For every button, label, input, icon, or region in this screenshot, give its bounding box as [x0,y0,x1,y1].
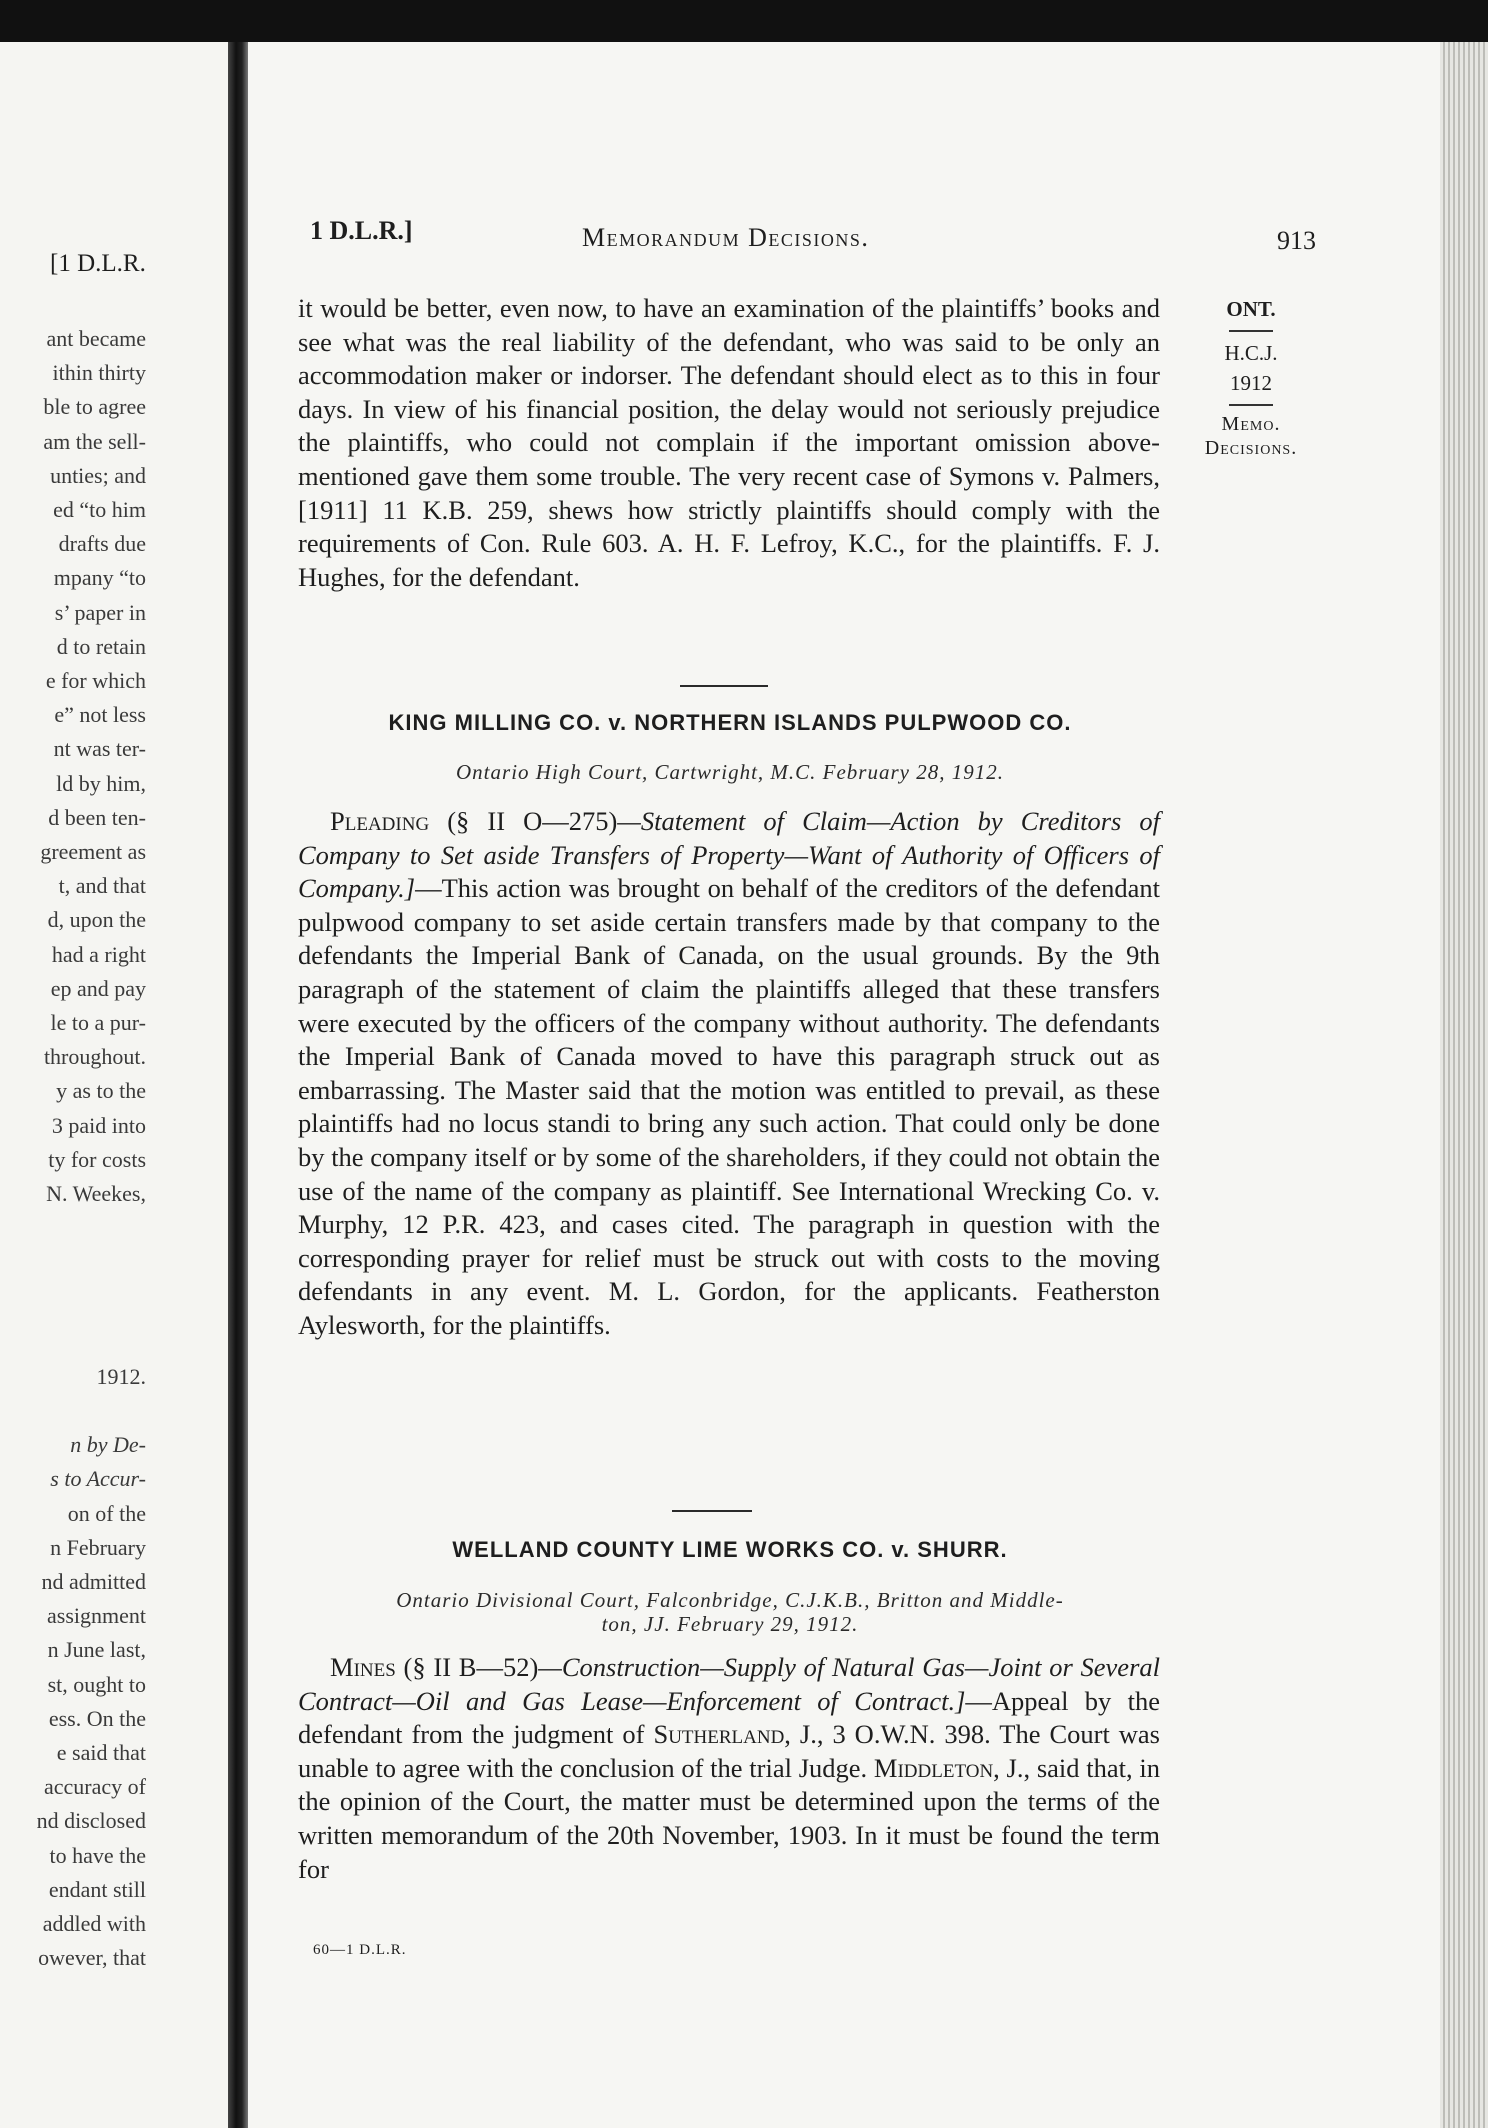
left-page-line: drafts due [58,531,146,557]
case-title: KING MILLING CO. v. NORTHERN ISLANDS PULPWOOD CO. [388,710,1072,735]
section-ref: (§ II B—52) [403,1652,539,1682]
court-line [300,1588,1160,1636]
catchwords: —Statement of Claim—Action by Creditors of Company to Set aside Transfers of Property—Want of Authority of Officers of Company.] [298,806,1160,904]
left-page-line: on of the [67,1500,146,1526]
left-page-line: ld by him, [56,770,146,796]
left-page-line: e for which [45,668,146,694]
left-page-line: N. Weekes, [46,1181,146,1207]
left-page-line: am the sell- [43,428,146,454]
running-head-title: Memorandum Decisions. [582,223,870,252]
left-page-line: st, ought to [47,1671,146,1697]
section-ref: (§ II O—275) [447,806,618,836]
left-page-line: unties; and [50,462,146,488]
left-page-line: nd admitted [41,1569,146,1595]
left-page-line: ble to agree [43,394,146,420]
margin-decisions: Decisions. [1204,437,1298,459]
book-gutter [228,42,248,2128]
left-page-line: n June last, [47,1637,146,1663]
left-page-line: le to a pur- [50,1010,146,1036]
left-page-line: ithin thirty [52,360,146,386]
case-text: —Appeal by the defendant from the judgment of [298,1685,1160,1750]
page-edges [1440,42,1488,2128]
left-page-line: ess. On the [48,1705,146,1731]
left-page-line: s to Accur- [50,1466,146,1492]
margin-rule [1229,330,1273,332]
left-page-line: d, upon the [47,907,146,933]
left-running-head: [1 D.L.R. [50,250,146,277]
left-page [0,42,228,2128]
left-page-line: ep and pay [50,975,146,1001]
running-head-volume: 1 D.L.R.] [310,216,413,245]
left-date: 1912. [96,1364,146,1389]
left-page-line: y as to the [56,1078,146,1104]
left-page-line: nd disclosed [36,1808,146,1834]
left-page-line: addled with [42,1911,146,1937]
left-page-line: n by De- [70,1432,146,1458]
head-word: Pleading [330,806,430,836]
left-page-line: n February [50,1534,146,1560]
catchwords: —Construction—Supply of Natural Gas—Joint or Several Contract—Oil and Gas Lease—Enforcement of Contract.] [298,1652,1160,1716]
left-page-line: mpany “to [53,565,146,591]
left-page-line: endant still [48,1876,146,1902]
case-text: , J., said that, in the opinion of the Court, the matter must be determined upon the terms of the written memorandum of the 20th November, 1903. In it must be found the term for [298,1752,1160,1884]
margin-court: H.C.J. [1224,341,1278,365]
left-page-line: d to retain [56,633,146,659]
left-page-line: ty for costs [48,1146,146,1172]
left-page-line: nt was ter- [53,736,146,762]
page-number: 913 [1277,226,1316,255]
left-page-line: t, and that [58,873,146,899]
court-line: Ontario High Court, Cartwright, M.C. February 28, 1912. [456,760,1004,784]
margin-memo: Memo. [1221,413,1281,435]
section-divider [680,685,768,687]
left-page-line: e” not less [54,702,146,728]
left-page-fragments-2 [37,1428,146,1975]
head-word: Mines [330,1652,396,1682]
signature-mark: 60—1 D.L.R. [313,1942,407,1958]
left-page-line: d been ten- [48,804,146,830]
scanner-top-border [0,0,1488,42]
left-page-line: ed “to him [53,497,146,523]
case-title: WELLAND COUNTY LIME WORKS CO. v. SHURR. [452,1537,1008,1562]
left-page-lower [37,1360,146,1975]
margin-note [1186,294,1316,460]
left-page-line: accuracy of [44,1774,146,1800]
left-page-line: e said that [56,1740,146,1766]
continued-paragraph [298,292,1160,594]
case-text: —This action was brought on behalf of the creditors of the defendant pulpwood company to set aside certain transfers made by that company to the defendants the Imperial Bank of Canada, on the usual grounds. By the 9th paragraph of the statement of claim the plaintiffs alleged that these transfers were executed by the officers of the company without authority. The defendants the Imperial Bank of Canada moved to have this paragraph struck out as embarrassing. The Master said that the motion was entitled to prevail, as these plaintiffs had no locus standi to bring any such action. That could only be done by the company itself or by some of the shareholders, if they could not obtain the use of the name of the company as plaintiff. See International Wrecking Co. v. Murphy, 12 P.R. 423, and cases cited. The paragraph in question with the corresponding prayer for relief must be struck out with costs to the moving defendants in any event. M. L. Gordon, for the applicants. Featherston Aylesworth, for the plaintiffs. [298,873,1160,1340]
court-line-1: Ontario Divisional Court, Falconbridge, C.J.K.B., Britton and Middle- [396,1588,1064,1612]
court-line-2: ton, JJ. February 29, 1912. [601,1612,859,1636]
case-paragraph [298,1651,1160,1886]
left-page-line: s’ paper in [54,599,146,625]
judge-name: Sutherland [653,1719,785,1750]
left-page-line: owever, that [38,1945,146,1971]
left-page-line: 3 paid into [51,1112,146,1138]
margin-rule [1229,404,1273,406]
left-page-line: greement as [40,839,146,865]
judge-name: Middleton [873,1752,994,1783]
margin-year: 1912 [1230,371,1272,395]
margin-province: ONT. [1226,297,1276,321]
left-page-line: to have the [49,1842,146,1868]
left-page-line: assignment [47,1603,146,1629]
left-page-line: throughout. [43,1044,146,1070]
left-page-line: ant became [46,326,146,351]
left-page-line: had a right [51,941,146,967]
case-paragraph [298,805,1160,1343]
left-page-fragments [40,322,146,1211]
case-text: , J., 3 O.W.N. 398. The Court was unable to agree with the conclusion of the trial Judge. [298,1719,1160,1783]
section-divider [672,1510,752,1512]
paragraph-text: it would be better, even now, to have an examination of the plaintiffs’ books and see what was the real liability of the defendant, who was said to be only an accommodation maker or indorser. The defendant should elect as to this in four days. In view of his financial position, the delay would not seriously prejudice the plaintiffs, who could not complain if the important omission above-mentioned gave them some trouble. The very recent case of Symons v. Palmers, [1911] 11 K.B. 259, shews how strictly plaintiffs should comply with the requirements of Con. Rule 603. A. H. F. Lefroy, K.C., for the plaintiffs. F. J. Hughes, for the defendant. [298,293,1160,592]
